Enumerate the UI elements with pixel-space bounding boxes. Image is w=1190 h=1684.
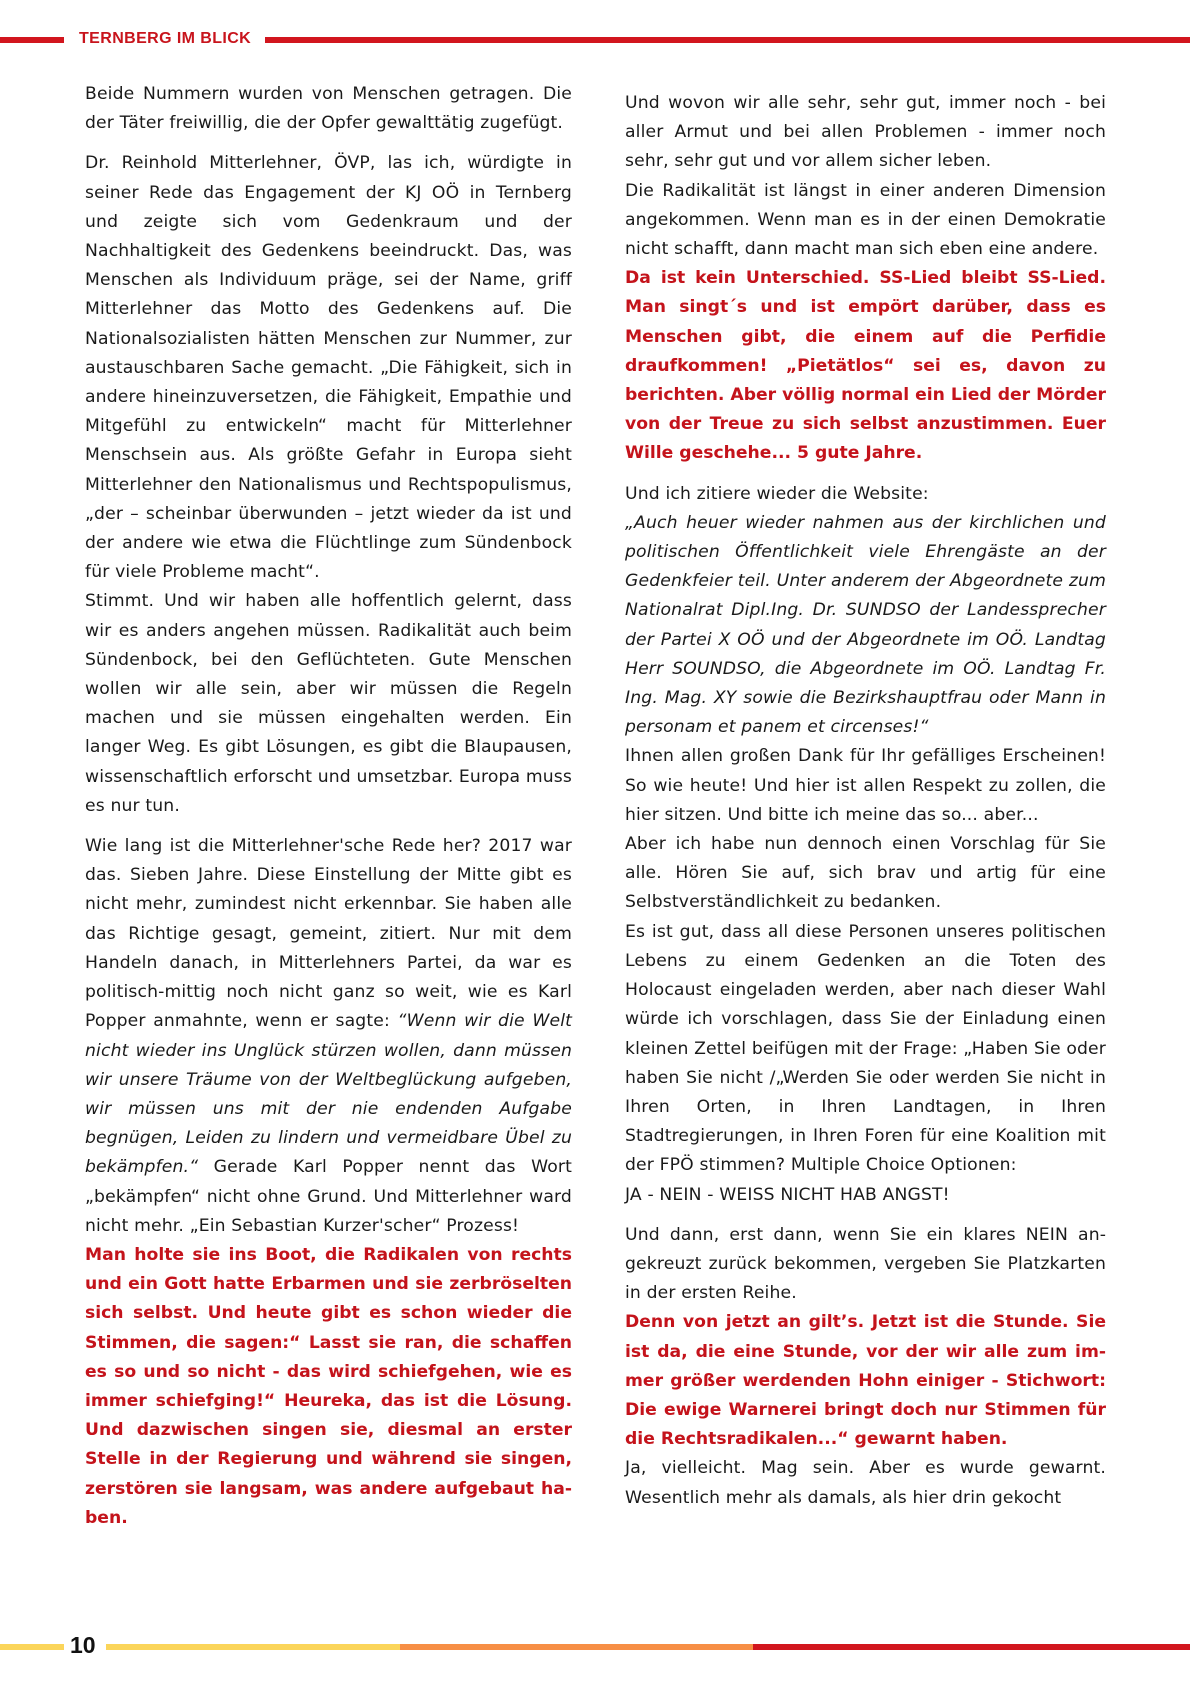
paragraph: Stimmt. Und wir haben alle hoffentlich gelernt, dass wir es anders angehen müssen. Radikalität auch beim Sündenbock, bei den Geflüchteten. Gute Menschen wollen wir alle sein, aber wir müssen die Regeln machen und sie müssen eingehalten werden. Ein langer Weg. Es gibt Lösungen, es gibt die Blaupausen, wissenschaftlich erforscht und umsetzbar. Europa muss es nur tun. [85, 591, 572, 816]
magazine-section-title: TERNBERG IM BLICK [79, 30, 252, 47]
paragraph-popper [85, 832, 572, 1241]
paragraph: Beide Nummern wurden von Menschen getragen. Die der Täter freiwillig, die der Opfer gewalttätig zugefügt. [85, 84, 572, 134]
paragraph: Und ich zitiere wieder die Website: [625, 483, 929, 504]
footer-rule-yellow-left [0, 1644, 64, 1650]
footer-rule-red [753, 1644, 1190, 1650]
paragraph: Es ist gut, dass all diese Personen unseres politischen Lebens zu einem Gedenken an die Toten des Holocaust eingeladen werden, aber nach dieser Wahl würde ich vorschlagen, dass Sie der Einladung einen kleinen Zettel beifügen mit der Frage: „Haben Sie oder haben Sie nicht /„Werden Sie oder werden Sie nicht in Ihren Orten, in Ihren Landtagen, in Ihren Stadtregierungen, in Ihren Foren für eine Koalition mit der FPÖ stimmen? Multiple Choice Optionen: [625, 921, 1106, 1176]
paragraph: Dr. Reinhold Mitterlehner, ÖVP, las ich, würdigte in seiner Rede das Engagement der KJ OÖ in Ternberg und zeigte sich vom Gedenkraum und der Nachhaltigkeit des Gedenkens beeindruckt. Das, was Menschen als Individuum präge, sei der Name, griff Mitterlehner das Motto des Gedenkens auf. Die Nationalsozialisten hätten Menschen zur Nummer, zur austauschbaren Sache gemacht. „Die Fähigkeit, sich in andere hineinzuversetzen, die Fähigkeit, Empathie und Mitgefühl zu entwickeln“ macht für Mitterlehner Menschsein aus. Als größte Gefahr in Europa sieht Mitterlehner den Nationalismus und Rechtspopulismus, „der – scheinbar überwunden – jetzt wieder da ist und der andere wie etwa die Flüchtlinge zum Sündenbock für viele Probleme macht“. [85, 153, 572, 583]
paragraph-options: JA - NEIN - WEISS NICHT HAB ANGST! [625, 1184, 950, 1205]
paragraph: Die Radikalität ist längst in einer anderen Dimension angekommen. Wenn man es in der einen Demokratie nicht schafft, dann macht man sich eben eine andere. [625, 180, 1106, 260]
paragraph: Und wovon wir alle sehr, sehr gut, immer noch - bei aller Armut und bei allen Problemen - immer noch sehr, sehr gut und vor allem sicher leben. [625, 93, 1106, 172]
article-column-left [85, 80, 572, 1533]
paragraph: Aber ich habe nun dennoch einen Vorschlag für Sie alle. Hören Sie auf, sich brav und artig für eine Selbstverständlichkeit zu bedanken. [625, 834, 1106, 913]
website-quote: „Auch heuer wieder nahmen aus der kirchlichen und politischen Öffentlichkeit viele Ehrengäste an der Gedenkfeier teil. Unter anderem der Abgeordnete zum Nationalrat Dipl.Ing. Dr. SUNDSO der Landessprecher der Partei X OÖ und der Abgeordnete im OÖ. Landtag Herr SOUNDSO, die Abgeordnete im OÖ. Landtag Fr. Ing. Mag. XY sowie die Bezirkshauptfrau oder Mann in personam et panem et circenses!“ [625, 512, 1106, 738]
highlight-paragraph: Da ist kein Unterschied. SS-Lied bleibt SS-Lied. Man singt´s und ist empört darüber, dass es Menschen gibt, die einem auf die Perfidie draufkommen! „Pietätlos“ sei es, davon zu berichten. Aber völlig normal ein Lied der Mörder von der Treue zu sich selbst anzustimmen. Euer Wille geschehe... 5 gute Jahre. [625, 268, 1106, 464]
paragraph: Ihnen allen großen Dank für Ihr gefälliges Erscheinen! So wie heute! Und hier ist allen Respekt zu zollen, die hier sitzen. Und bitte ich meine das so... aber... [625, 746, 1106, 825]
paragraph-text: Wie lang ist die Mitterlehner'sche Rede her? 2017 war das. Sieben Jahre. Diese Einstellung der Mitte gibt es nicht mehr, zumindest nicht erkennbar. Sie haben alle das Richtige gesagt, gemeint, zitiert. Nur mit dem Handeln danach, in Mitterlehners Partei, da war es politisch-mittig noch nicht ganz so weit, wie es Karl Popper anmahnte, wenn er sagte: [85, 836, 572, 1032]
header-rule-right [265, 37, 1190, 43]
popper-quote: “Wenn wir die Welt nicht wieder ins Unglück stürzen wollen, dann müssen wir unsere Träume von der Weltbeglückung aufgeben, wir müssen uns mit der nie endenden Aufgabe begnügen, Leiden zu lindern und vermeidbare Übel zu bekämpfen.“ [85, 1011, 573, 1178]
footer-rule-orange [400, 1644, 753, 1650]
highlight-paragraph: Man holte sie ins Boot, die Radikalen von rechts und ein Gott hatte Erbarmen und sie zerbröselten sich selbst. Und heute gibt es schon wieder die Stimmen, die sagen:“ Lasst sie ran, die schaffen es so und so nicht - das wird schiefgehen, wie es immer schiefging!“ Heureka, das ist die Lösung. Und dazwischen singen sie, diesmal an erster Stelle in der Regierung und während sie singen, zerstören sie langsam, was andere aufgebaut haben. [85, 1244, 572, 1528]
highlight-paragraph: Denn von jetzt an gilt’s. Jetzt ist die Stunde. Sie ist da, die eine Stunde, vor der wir alle zum immer größer werdenden Hohn einiger - Stichwort: Die ewige Warnerei bringt doch nur Stimmen für die Rechtsradikalen...“ gewarnt haben. [625, 1312, 1106, 1450]
paragraph-text: Gerade Karl Popper nennt das Wort „bekämpfen“ nicht ohne Grund. Und Mitterlehner ward nicht mehr. „Ein Sebastian Kurzer'scher“ Prozess! [85, 1157, 572, 1236]
footer-rule-yellow [106, 1644, 400, 1650]
paragraph: Und dann, erst dann, wenn Sie ein klares NEIN angekreuzt zurück bekommen, vergeben Sie Platzkarten in der ersten Reihe. [625, 1224, 1106, 1304]
page-number: 10 [70, 1632, 96, 1658]
header-rule-left [0, 37, 64, 43]
paragraph: Ja, vielleicht. Mag sein. Aber es wurde gewarnt. Wesentlich mehr als damals, als hier drin gekocht [625, 1458, 1106, 1508]
article-column-right [625, 89, 1106, 1513]
